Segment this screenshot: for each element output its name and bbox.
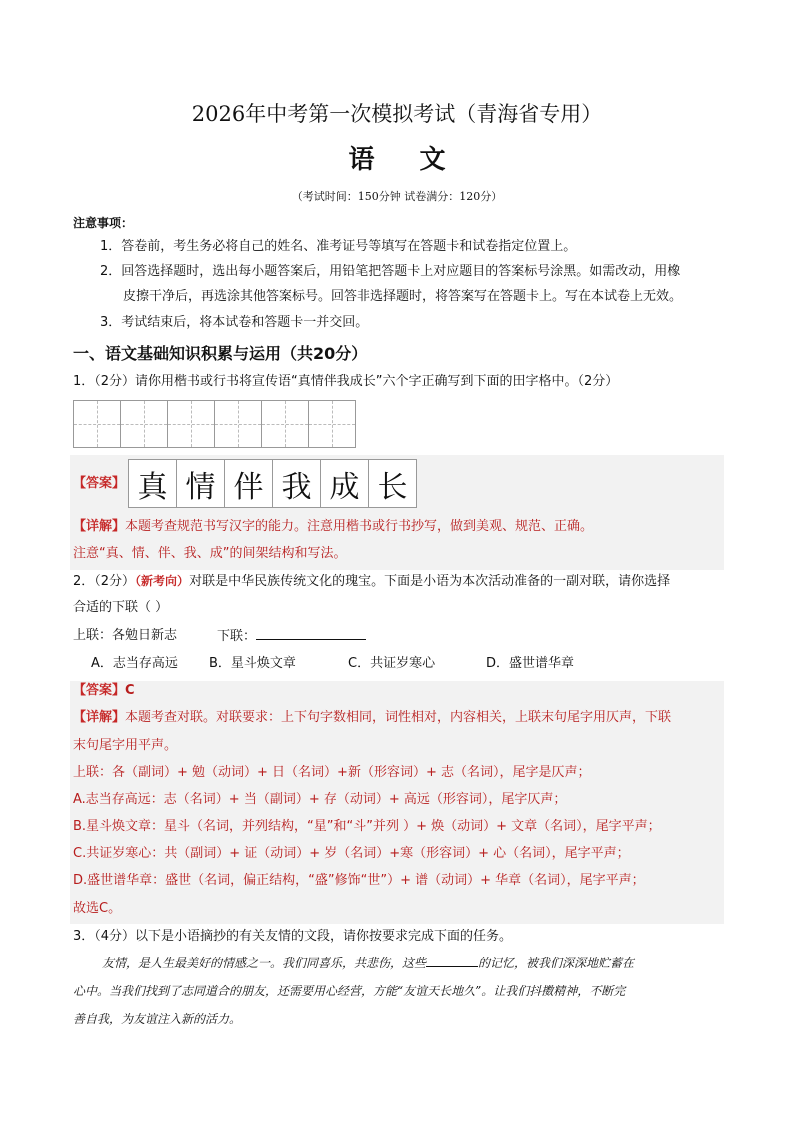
q2-option-b[interactable]: B．星斗焕文章 (209, 656, 296, 671)
q1-detail-tag: 【详解】 (73, 519, 126, 534)
q2-stem (73, 572, 670, 591)
grid-cell[interactable] (214, 400, 262, 448)
notice-item-3: 3．考试结束后，将本试卷和答题卡一并交回。 (100, 315, 369, 330)
q2-stem-text: 对联是中华民族传统文化的瑰宝。下面是小语为本次活动准备的一副对联，请你选择 (189, 574, 671, 589)
answer-char: 真 (128, 459, 177, 508)
q1-detail-cont: 注意“真、情、伴、我、成”的间架结构和写法。 (73, 546, 347, 561)
q2-upper: 上联：各勉日新志 (73, 628, 178, 643)
q2-analysis-c: C.共证岁寒心：共（副词）+ 证（动词）+ 岁（名词）+寒（形容词）+ 心（名词），尾字平声； (73, 846, 630, 861)
notice-item-2: 2．回答选择题时，选出每小题答案后，用铅笔把答题卡上对应题目的答案标号涂黑。如需改动，用橡 (100, 264, 681, 279)
essay-text-1b: 的记忆，被我们深深地贮蓄在 (478, 956, 635, 970)
essay-blank[interactable] (426, 955, 478, 967)
notice-item-1: 1．答卷前，考生务必将自己的姓名、准考证号等填写在答题卡和试卷指定位置上。 (100, 239, 577, 254)
grid-cell[interactable] (261, 400, 309, 448)
q2-analysis-d: D.盛世谱华章：盛世（名词，偏正结构，“盛”修饰“世”）+ 谱（动词）+ 华章（名词），尾字平声； (73, 873, 645, 888)
q1-detail-text: 本题考查规范书写汉字的能力。注意用楷书或行书抄写，做到美观、规范、正确。 (125, 519, 594, 534)
grid-cell[interactable] (120, 400, 168, 448)
notice-item-2-cont: 皮擦干净后，再选涂其他答案标号。回答非选择题时，将答案写在答题卡上。写在本试卷上无效。 (123, 289, 683, 304)
essay-line-3: 善自我，为友谊注入新的活力。 (73, 1012, 242, 1026)
answer-char: 伴 (224, 459, 273, 508)
q1-stem: 1．（2分）请你用楷书或行书将宣传语“真情伴我成长”六个字正确写到下面的田字格中。（2分） (73, 374, 619, 389)
q2-stem-tag: （新考向） (135, 574, 190, 588)
q2-option-d[interactable]: D．盛世谱华章 (486, 656, 575, 671)
q2-option-a[interactable]: A．志当存高远 (91, 656, 178, 671)
q2-lower-label: 下联： (217, 629, 257, 644)
q2-stem-num: 2．（2分） (73, 574, 136, 589)
notice-heading: 注意事项： (73, 216, 134, 230)
q1-answer-tag: 【答案】 (73, 476, 126, 491)
q2-analysis-a: A.志当存高远：志（名词）+ 当（副词）+ 存（动词）+ 高远（形容词），尾字仄声； (73, 792, 567, 807)
q2-lower-blank[interactable] (256, 627, 366, 640)
q2-answer-value: C (125, 683, 135, 698)
q2-answer (73, 682, 135, 700)
section-title: 一、语文基础知识积累与运用（共20分） (73, 344, 368, 363)
writing-grid[interactable] (73, 400, 356, 448)
essay-line-2: 心中。当我们找到了志同道合的朋友，还需要用心经营，方能“友谊天长地久”。让我们抖擞精神，不断完 (73, 984, 626, 998)
q2-stem-cont: 合适的下联（ ） (73, 600, 169, 615)
grid-cell[interactable] (167, 400, 215, 448)
answer-char: 长 (368, 459, 417, 508)
exam-title: 2026年中考第一次模拟考试（青海省专用） (191, 102, 603, 126)
essay-text-1a: 友情，是人生最美好的情感之一。我们同喜乐，共悲伤，这些 (102, 956, 427, 970)
q2-detail-text: 本题考查对联。对联要求：上下句字数相同，词性相对，内容相关，上联末句尾字用仄声，下联 (125, 710, 672, 725)
answer-grid (128, 459, 417, 508)
grid-cell[interactable] (308, 400, 356, 448)
q2-answer-tag: 【答案】 (73, 683, 126, 698)
q2-detail-cont: 末句尾字用平声。 (73, 738, 178, 753)
answer-char: 情 (176, 459, 225, 508)
q2-lower (217, 627, 366, 646)
q2-detail-tag: 【详解】 (73, 710, 126, 725)
answer-char: 成 (320, 459, 369, 508)
q3-stem: 3．（4分）以下是小语摘抄的有关友情的文段，请你按要求完成下面的任务。 (73, 929, 513, 944)
exam-meta: （考试时间：150分钟 试卷满分：120分） (291, 190, 503, 203)
subject-title: 语 文 (348, 145, 464, 175)
q2-conclusion: 故选C。 (73, 901, 122, 916)
essay-line-1 (102, 949, 634, 977)
q2-analysis-upper: 上联：各（副词）+ 勉（动词）+ 日（名词）+新（形容词）+ 志（名词），尾字是仄声； (73, 765, 591, 780)
q1-detail (73, 518, 593, 536)
q2-option-c[interactable]: C．共证岁寒心 (348, 656, 436, 671)
q2-analysis-b: B.星斗焕文章：星斗（名词，并列结构，“星”和“斗”并列 ）+ 焕（动词）+ 文章（名词），尾字平声； (73, 819, 661, 834)
q2-detail (73, 709, 671, 727)
grid-cell[interactable] (73, 400, 121, 448)
answer-char: 我 (272, 459, 321, 508)
